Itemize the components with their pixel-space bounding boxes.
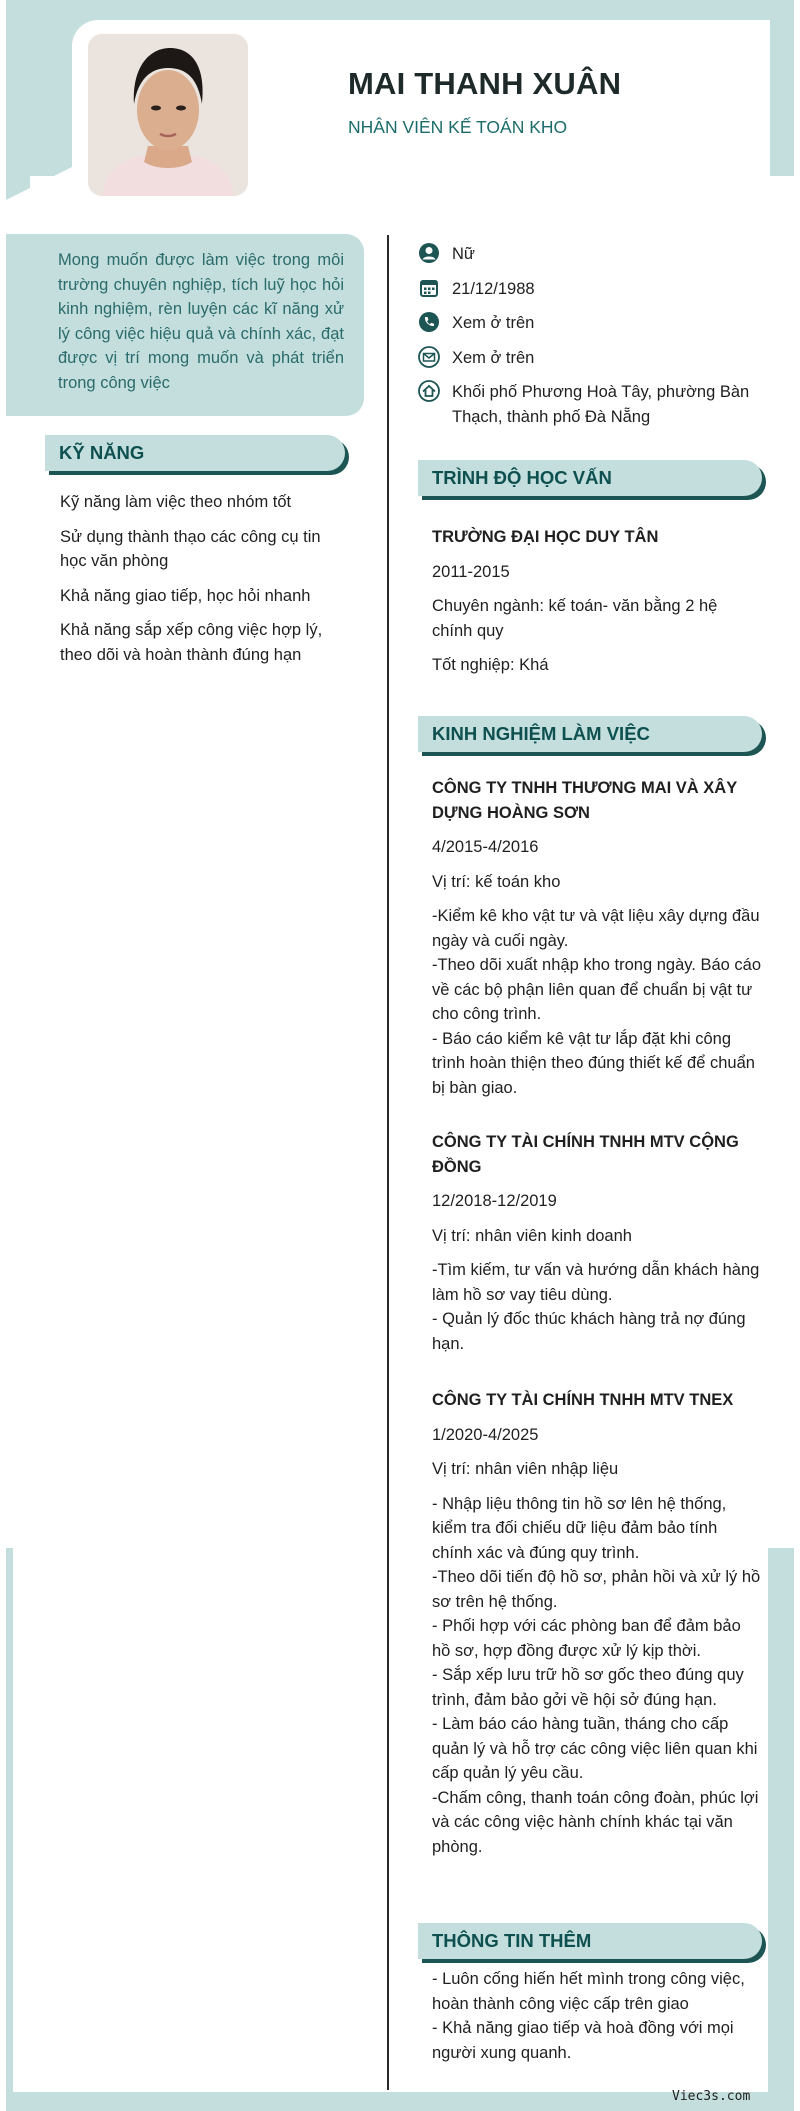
avatar [88, 34, 248, 196]
gender-value: Nữ [452, 245, 475, 263]
education-major: Chuyên ngành: kế toán- văn bằng 2 hệ chính quy [432, 597, 718, 640]
job-position: Vị trí: kế toán kho [432, 872, 561, 891]
portrait-photo [88, 34, 248, 196]
candidate-name: MAI THANH XUÂN [348, 66, 622, 101]
job-description: - Nhập liệu thông tin hồ sơ lên hệ thống, kiểm tra đối chiếu dữ liệu đảm bảo tính chính xác và đúng quy trình. -Theo dõi tiến độ hồ sơ, phản hồi và xử lý hồ sơ trên hệ thống. - Phối hợp với các phòng ban để đảm bảo hồ sơ, hợp đồng được xử lý kịp thời. - Sắp xếp lưu trữ hồ sơ gốc theo đúng quy trình, đảm bảo gởi về hội sở đúng hạn. - Làm báo cáo hàng tuần, tháng cho cấp quản lý và hỗ trợ các công việc liên quan khi cấp quản lý yêu cầu. -Chấm công, thanh toán công đoàn, phúc lợi và các công việc hành chính khác tại văn phòng. [432, 1494, 761, 1856]
skill-item: Khả năng giao tiếp, học hỏi nhanh [60, 586, 311, 605]
column-divider [387, 235, 389, 2090]
job-entry [432, 776, 762, 1100]
skill-item: Kỹ năng làm việc theo nhóm tốt [60, 493, 292, 511]
phone-icon [418, 311, 440, 333]
calendar-icon [418, 277, 440, 299]
skill-item: Khả năng sắp xếp công việc hợp lý, theo dõi và hoàn thành đúng hạn [60, 621, 323, 664]
job-period: 4/2015-4/2016 [432, 838, 539, 856]
school-name: TRƯỜNG ĐẠI HỌC DUY TÂN [432, 528, 659, 546]
phone-value: Xem ở trên [452, 314, 535, 332]
company-name: CÔNG TY TÀI CHÍNH TNHH MTV CỘNG ĐỒNG [432, 1133, 739, 1176]
career-objective-text: Mong muốn được làm việc trong môi trường chuyên nghiệp, tích luỹ học hỏi kinh nghiệm, rèn luyện các kĩ năng xử lý công việc hiệu quả và chính xác, đạt được vị trí mong muốn và phát triển trong công việc [58, 251, 344, 392]
skills-list [60, 490, 346, 677]
company-name: CÔNG TY TÀI CHÍNH TNHH MTV TNEX [432, 1391, 734, 1409]
email-row [418, 346, 758, 371]
additional-info-text: - Luôn cống hiến hết mình trong công việc, hoàn thành công việc cấp trên giao - Khả năng giao tiếp và hoà đồng với mọi người xung quanh. [432, 1970, 745, 2062]
job-position: Vị trí: nhân viên kinh doanh [432, 1226, 632, 1245]
company-name: CÔNG TY TNHH THƯƠNG MAI VÀ XÂY DỰNG HOÀNG SƠN [432, 779, 737, 822]
address-row [418, 380, 758, 429]
email-value: Xem ở trên [452, 348, 535, 367]
gender-row [418, 242, 758, 267]
home-icon [418, 380, 440, 402]
skill-item: Sử dụng thành thạo các công cụ tin học văn phòng [60, 527, 321, 570]
career-objective-box [6, 234, 364, 416]
job-description: -Kiểm kê kho vật tư và vật liệu xây dựng đầu ngày và cuối ngày. -Theo dõi xuất nhập kho trong ngày. Báo cáo về các bộ phận liên quan để chuẩn bị vật tư cho công trình. - Báo cáo kiểm kê vật tư lắp đặt khi công trình hoàn thiện theo đúng thiết kế để chuẩn bị bàn giao. [432, 907, 762, 1097]
job-position: Vị trí: nhân viên nhập liệu [432, 1460, 619, 1478]
education-period: 2011-2015 [432, 562, 510, 581]
personal-info-list [418, 242, 758, 439]
address-value: Khối phố Phương Hoà Tây, phường Bàn Thạch, thành phố Đà Nẵng [452, 383, 750, 426]
birthdate-value: 21/12/1988 [452, 279, 535, 298]
phone-row [418, 311, 758, 336]
job-title: NHÂN VIÊN KẾ TOÁN KHO [348, 117, 568, 137]
user-icon [418, 242, 440, 264]
site-watermark: Viec3s.com [672, 2089, 751, 2104]
additional-info-block [432, 1967, 762, 2065]
mail-icon [418, 346, 440, 368]
additional-info-heading: THÔNG TIN THÊM [418, 1923, 762, 1959]
job-period: 1/2020-4/2025 [432, 1425, 539, 1444]
experience-heading: KINH NGHIỆM LÀM VIỆC [418, 716, 762, 752]
job-entry [432, 1130, 762, 1356]
job-description: -Tìm kiếm, tư vấn và hướng dẫn khách hàng làm hồ sơ vay tiêu dùng. - Quản lý đốc thúc khách hàng trả nợ đúng hạn. [432, 1261, 760, 1353]
frame-right-border [768, 1548, 794, 2111]
education-heading: TRÌNH ĐỘ HỌC VẤN [418, 460, 762, 496]
education-block [432, 525, 762, 688]
job-period: 12/2018-12/2019 [432, 1192, 557, 1210]
job-entry [432, 1388, 762, 1859]
birthdate-row [418, 277, 758, 302]
education-grade: Tốt nghiệp: Khá [432, 656, 549, 674]
skills-heading: KỸ NĂNG [45, 435, 345, 471]
frame-left-border [6, 1548, 13, 2111]
